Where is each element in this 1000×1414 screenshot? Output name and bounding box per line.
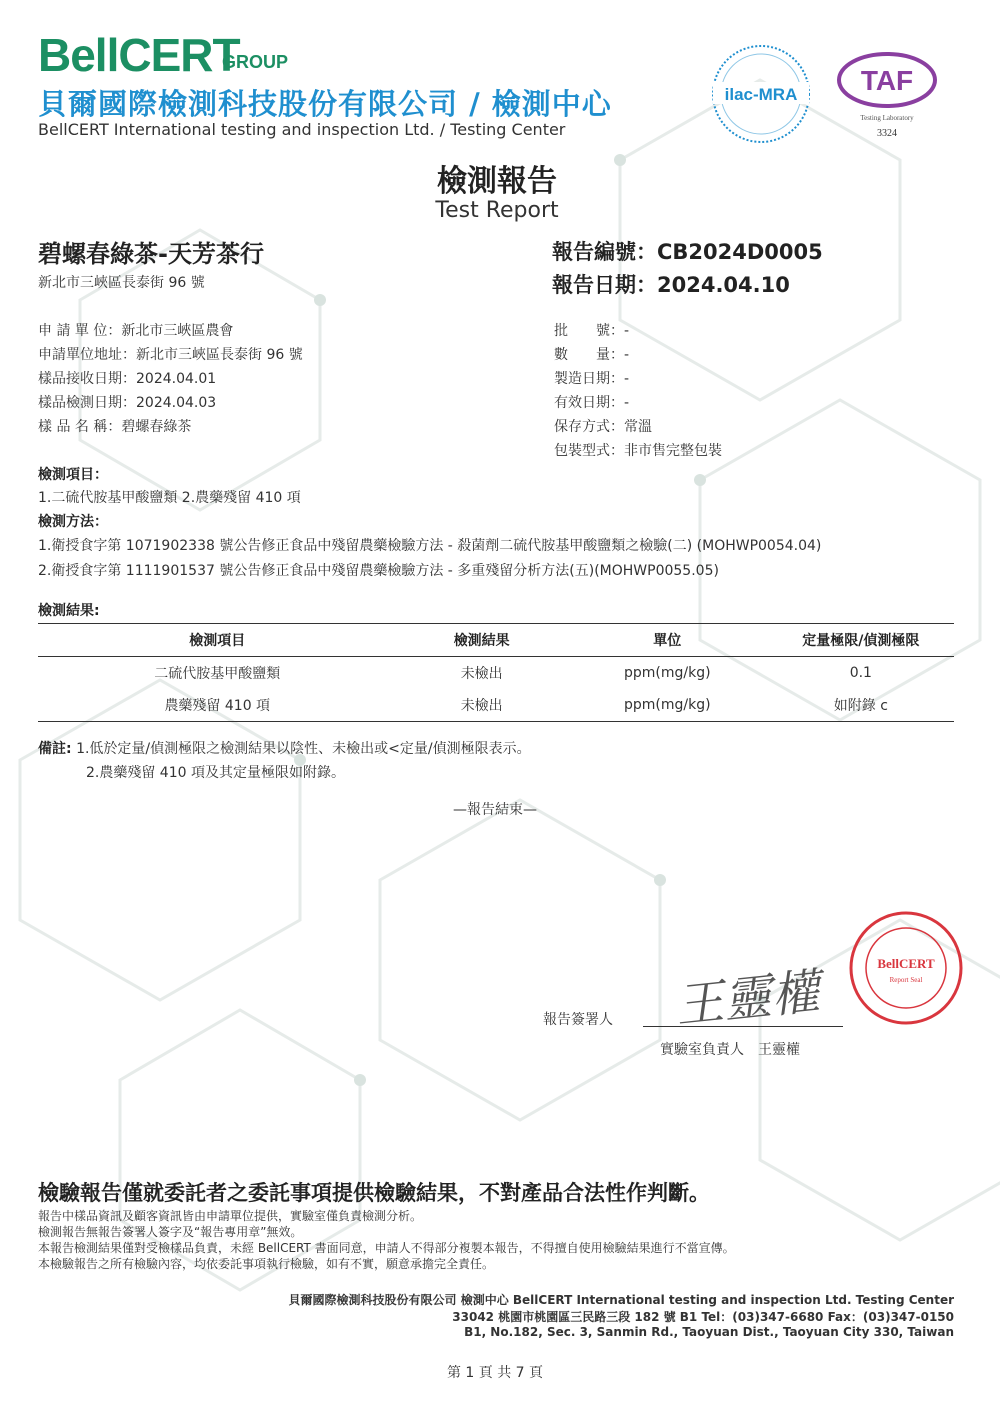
info-value: - (624, 395, 630, 411)
info-value: 常溫 (624, 419, 652, 435)
svg-text:3324: 3324 (877, 128, 897, 139)
report-end-mark: —報告結束— (453, 802, 537, 818)
report-number (552, 236, 823, 266)
report-seal-stamp (848, 910, 964, 1026)
disclaimer-title: 檢驗報告僅就委託者之委託事項提供檢驗結果，不對產品合法性作判斷。 (38, 1181, 710, 1205)
results-table (38, 623, 954, 722)
info-value: 2024.04.03 (136, 395, 217, 411)
cell-unit: ppm(mg/kg) (567, 689, 768, 722)
info-storage (554, 416, 652, 436)
cell-item: 農藥殘留 410 項 (38, 689, 397, 722)
info-label: 包裝型式： (554, 443, 624, 459)
svg-text:Testing Laboratory: Testing Laboratory (860, 114, 914, 122)
report-date-label: 報告日期： (552, 273, 657, 297)
client-address: 新北市三峽區長泰街 96 號 (38, 275, 205, 291)
info-value: 新北市三峽區長泰街 96 號 (136, 347, 303, 363)
disclaimer-line-3: 本報告檢測結果僅對受檢樣品負責，未經 BellCERT 書面同意，申請人不得部分複製本報告，不得擅自使用檢驗結果進行不當宣傳。 (38, 1241, 735, 1255)
note-text: 1.低於定量/偵測極限之檢測結果以陰性、未檢出或<定量/偵測極限表示。 (76, 741, 531, 757)
info-value: 碧螺春綠茶 (121, 419, 192, 435)
results-heading: 檢測結果: (38, 603, 100, 619)
notes-label: 備註: (38, 741, 72, 757)
note-1 (38, 738, 531, 758)
info-value: - (624, 371, 630, 387)
col-header-item: 檢測項目 (38, 624, 397, 657)
svg-text:ilac-MRA: ilac-MRA (724, 85, 798, 104)
cell-unit: ppm(mg/kg) (623, 665, 711, 681)
info-value: 2024.04.01 (136, 371, 217, 387)
report-title-en: Test Report (435, 198, 559, 223)
company-name-zh: 貝爾國際檢測科技股份有限公司 / 檢測中心 (38, 87, 612, 121)
info-manufacture-date (554, 368, 629, 388)
col-header-unit: 單位 (567, 624, 768, 657)
signature-line (643, 1026, 843, 1027)
col-header-result: 檢測結果 (397, 624, 567, 657)
test-method-2: 2.衛授食字第 1111901537 號公告修正食品中殘留農藥檢驗方法 - 多重殘留分析方法(五)(MOHWP0055.05) (38, 563, 719, 579)
info-label: 樣 品 名 稱： (38, 419, 122, 435)
page-number: 第 1 頁 共 7 頁 (446, 1365, 544, 1381)
disclaimer-line-1: 報告中樣品資訊及顧客資訊皆由申請單位提供，實驗室僅負責檢測分析。 (38, 1209, 423, 1223)
info-quantity (554, 344, 629, 364)
info-label: 申請單位地址： (38, 347, 136, 363)
cell-result: 未檢出 (460, 666, 503, 682)
test-items-text: 1.二硫代胺基甲酸鹽類 2.農藥殘留 410 項 (38, 490, 301, 506)
disclaimer-line-2: 檢測報告無報告簽署人簽字及“報告專用章”無效。 (38, 1225, 303, 1239)
info-receive-date (38, 368, 216, 388)
client-product-name: 碧螺春綠茶-天芳茶行 (38, 240, 264, 268)
info-label: 批 號： (554, 323, 624, 339)
svg-text:TAF: TAF (860, 65, 914, 96)
note-2: 2.農藥殘留 410 項及其定量極限如附錄。 (86, 765, 345, 781)
info-applicant (38, 320, 233, 340)
test-methods-heading: 檢測方法： (38, 514, 108, 530)
footer-address-en: B1, No.182, Sec. 3, Sanmin Rd., Taoyuan Dist., Taoyuan City 330, Taiwan (464, 1325, 954, 1339)
cell-item: 二硫代胺基甲酸鹽類 (154, 666, 281, 682)
signatory-label: 報告簽署人 (543, 1012, 613, 1028)
info-applicant-address (38, 344, 303, 364)
footer-company: 貝爾國際檢測科技股份有限公司 檢測中心 BellCERT International testing and inspection Ltd. Testing Center (288, 1293, 954, 1307)
info-label: 申 請 單 位： (38, 323, 122, 339)
table-row (38, 657, 954, 690)
report-number-label: 報告編號： (552, 240, 657, 264)
bellcert-logo: BellCERT (38, 29, 240, 81)
info-value: - (624, 323, 630, 339)
ilac-mra-logo (707, 42, 815, 146)
info-value: 新北市三峽區農會 (121, 323, 234, 339)
cell-limit: 0.1 (849, 665, 872, 681)
handwritten-signature: 王靈權 (672, 963, 823, 1035)
info-label: 製造日期： (554, 371, 624, 387)
logo-group-text: GROUP (222, 52, 289, 72)
report-date-value: 2024.04.10 (657, 273, 790, 297)
info-sample-name (38, 416, 191, 436)
report-date (552, 269, 790, 299)
test-items-heading: 檢測項目： (38, 467, 108, 483)
info-batch (554, 320, 629, 340)
results-header-row (38, 624, 954, 657)
info-label: 有效日期： (554, 395, 624, 411)
cell-limit: 如附錄 c (768, 689, 954, 722)
report-title-zh: 檢測報告 (437, 164, 557, 199)
company-name-en: BellCERT International testing and inspection Ltd. / Testing Center (38, 120, 566, 139)
info-label: 樣品接收日期： (38, 371, 136, 387)
table-row (38, 689, 954, 722)
report-number-value: CB2024D0005 (657, 240, 823, 264)
svg-text:BellCERT: BellCERT (877, 956, 935, 971)
info-test-date (38, 392, 216, 412)
info-expiry-date (554, 392, 629, 412)
test-method-1: 1.衛授食字第 1071902338 號公告修正食品中殘留農藥檢驗方法 - 殺菌劑二硫代胺基甲酸鹽類之檢驗(二) (MOHWP0054.04) (38, 538, 822, 554)
info-value: - (624, 347, 630, 363)
cell-result: 未檢出 (397, 689, 567, 722)
info-label: 數 量： (554, 347, 624, 363)
col-header-limit: 定量極限/偵測極限 (768, 624, 954, 657)
info-label: 樣品檢測日期： (38, 395, 136, 411)
disclaimer-line-4: 本檢驗報告之所有檢驗內容，均依委託事項執行檢驗，如有不實，願意承擔完全責任。 (38, 1257, 495, 1271)
info-label: 保存方式： (554, 419, 624, 435)
taf-logo (834, 50, 940, 142)
info-packaging (554, 440, 722, 460)
footer-address-zh: 33042 桃園市桃園區三民路三段 182 號 B1 Tel：(03)347-6680 Fax：(03)347-0150 (452, 1310, 954, 1324)
svg-text:Report Seal: Report Seal (889, 976, 923, 984)
info-value: 非市售完整包裝 (624, 443, 722, 459)
signatory-name: 實驗室負責人 王靈權 (660, 1042, 800, 1058)
